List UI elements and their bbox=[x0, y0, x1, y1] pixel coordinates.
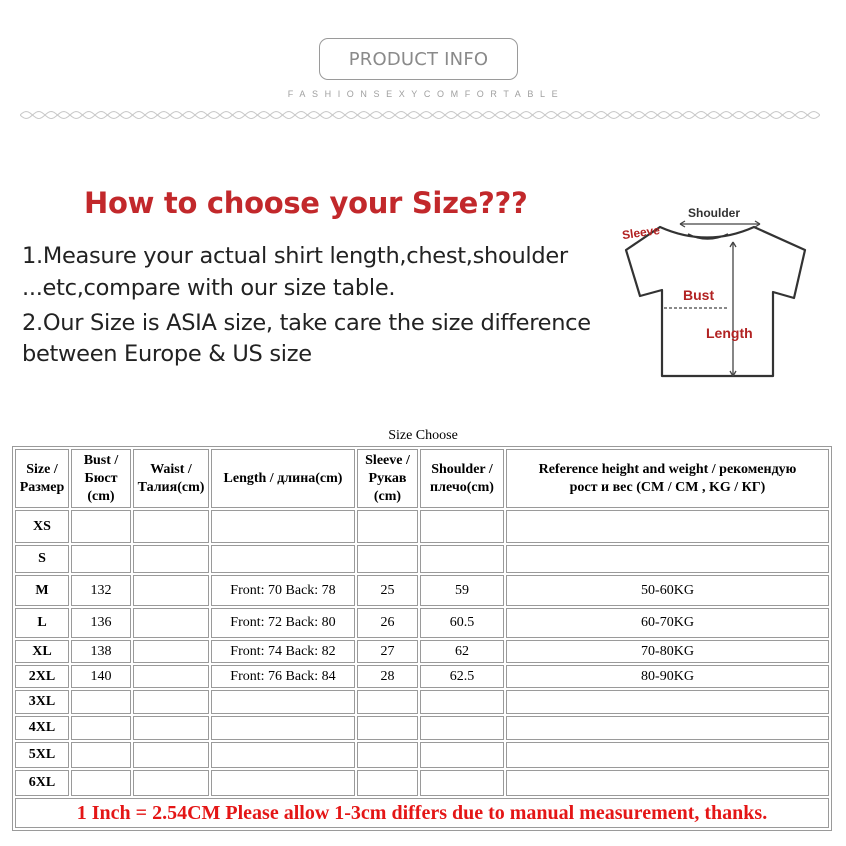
cell-reference: 70-80KG bbox=[506, 640, 829, 663]
cell-sleeve bbox=[357, 510, 418, 543]
cell-length: Front: 76 Back: 84 bbox=[211, 665, 355, 688]
cell-waist bbox=[133, 742, 209, 768]
cell-reference bbox=[506, 716, 829, 740]
cell-waist bbox=[133, 716, 209, 740]
guide-instruction-line: ...etc,compare with our size table. bbox=[22, 275, 396, 301]
cell-sleeve bbox=[357, 690, 418, 714]
cell-size: 4XL bbox=[15, 716, 69, 740]
cell-sleeve: 27 bbox=[357, 640, 418, 663]
cell-reference bbox=[506, 690, 829, 714]
cell-bust bbox=[71, 770, 131, 796]
cell-length bbox=[211, 770, 355, 796]
column-header-length: Length / длина(cm) bbox=[211, 449, 355, 508]
cell-waist bbox=[133, 545, 209, 573]
table-header-row bbox=[15, 449, 829, 508]
cell-length: Front: 72 Back: 80 bbox=[211, 608, 355, 638]
decorative-wave-divider bbox=[20, 108, 820, 122]
size-row bbox=[15, 545, 829, 573]
column-header-shoulder: Shoulder / плечо(cm) bbox=[420, 449, 504, 508]
size-row bbox=[15, 716, 829, 740]
tshirt-outline bbox=[626, 227, 805, 376]
cell-waist bbox=[133, 665, 209, 688]
cell-sleeve bbox=[357, 716, 418, 740]
cell-size: L bbox=[15, 608, 69, 638]
size-row bbox=[15, 665, 829, 688]
size-row bbox=[15, 608, 829, 638]
cell-waist bbox=[133, 640, 209, 663]
cell-shoulder: 62.5 bbox=[420, 665, 504, 688]
cell-size: 2XL bbox=[15, 665, 69, 688]
cell-length: Front: 74 Back: 82 bbox=[211, 640, 355, 663]
cell-size: S bbox=[15, 545, 69, 573]
footnote-row bbox=[15, 798, 829, 828]
cell-waist bbox=[133, 690, 209, 714]
cell-bust: 136 bbox=[71, 608, 131, 638]
cell-length bbox=[211, 545, 355, 573]
cell-length: Front: 70 Back: 78 bbox=[211, 575, 355, 606]
cell-reference bbox=[506, 770, 829, 796]
tagline: FASHIONSEXYCOMFORTABLE bbox=[287, 89, 565, 99]
cell-size: 6XL bbox=[15, 770, 69, 796]
cell-size: XS bbox=[15, 510, 69, 543]
cell-waist bbox=[133, 608, 209, 638]
cell-length bbox=[211, 510, 355, 543]
cell-bust bbox=[71, 716, 131, 740]
size-row bbox=[15, 690, 829, 714]
cell-shoulder bbox=[420, 770, 504, 796]
cell-shoulder: 59 bbox=[420, 575, 504, 606]
cell-size: M bbox=[15, 575, 69, 606]
cell-bust bbox=[71, 510, 131, 543]
cell-size: 5XL bbox=[15, 742, 69, 768]
cell-bust bbox=[71, 742, 131, 768]
product-info-button[interactable]: PRODUCT INFO bbox=[319, 38, 518, 80]
column-header-sleeve: Sleeve / Рукав (cm) bbox=[357, 449, 418, 508]
cell-reference bbox=[506, 545, 829, 573]
guide-instruction-line: between Europe & US size bbox=[22, 341, 312, 367]
column-header-waist: Waist / Талия(cm) bbox=[133, 449, 209, 508]
cell-shoulder bbox=[420, 545, 504, 573]
cell-reference bbox=[506, 742, 829, 768]
guide-instruction-line: 1.Measure your actual shirt length,chest,shoulder bbox=[22, 243, 568, 269]
cell-shoulder bbox=[420, 510, 504, 543]
sleeve-label: Sleeve bbox=[621, 222, 661, 243]
cell-waist bbox=[133, 770, 209, 796]
measurement-footnote: 1 Inch = 2.54CM Please allow 1-3cm differs due to manual measurement, thanks. bbox=[15, 798, 829, 828]
cell-size: XL bbox=[15, 640, 69, 663]
cell-reference bbox=[506, 510, 829, 543]
cell-size: 3XL bbox=[15, 690, 69, 714]
column-header-reference: Reference height and weight / рекомендую рост и вес (CM / CM , KG / КГ) bbox=[506, 449, 829, 508]
size-row bbox=[15, 770, 829, 796]
guide-instruction-line: 2.Our Size is ASIA size, take care the size difference bbox=[22, 310, 591, 336]
bust-label: Bust bbox=[683, 287, 715, 303]
cell-bust bbox=[71, 545, 131, 573]
size-row bbox=[15, 640, 829, 663]
shoulder-label: Shoulder bbox=[688, 206, 741, 220]
column-header-size: Size / Размер bbox=[15, 449, 69, 508]
cell-shoulder: 60.5 bbox=[420, 608, 504, 638]
cell-shoulder bbox=[420, 690, 504, 714]
column-header-bust: Bust / Бюст (cm) bbox=[71, 449, 131, 508]
cell-sleeve: 25 bbox=[357, 575, 418, 606]
length-label: Length bbox=[706, 325, 753, 341]
cell-bust: 138 bbox=[71, 640, 131, 663]
cell-reference: 80-90KG bbox=[506, 665, 829, 688]
cell-reference: 60-70KG bbox=[506, 608, 829, 638]
size-guide-title: How to choose your Size??? bbox=[84, 186, 528, 220]
size-row bbox=[15, 575, 829, 606]
cell-bust bbox=[71, 690, 131, 714]
cell-sleeve bbox=[357, 742, 418, 768]
table-caption: Size Choose bbox=[388, 428, 458, 443]
cell-sleeve: 26 bbox=[357, 608, 418, 638]
cell-shoulder bbox=[420, 742, 504, 768]
cell-bust: 140 bbox=[71, 665, 131, 688]
size-row bbox=[15, 510, 829, 543]
cell-length bbox=[211, 716, 355, 740]
cell-bust: 132 bbox=[71, 575, 131, 606]
cell-shoulder: 62 bbox=[420, 640, 504, 663]
cell-length bbox=[211, 742, 355, 768]
cell-waist bbox=[133, 575, 209, 606]
cell-waist bbox=[133, 510, 209, 543]
size-chart-table bbox=[12, 446, 832, 831]
cell-shoulder bbox=[420, 716, 504, 740]
cell-sleeve bbox=[357, 545, 418, 573]
size-row bbox=[15, 742, 829, 768]
cell-reference: 50-60KG bbox=[506, 575, 829, 606]
cell-sleeve bbox=[357, 770, 418, 796]
cell-length bbox=[211, 690, 355, 714]
cell-sleeve: 28 bbox=[357, 665, 418, 688]
tshirt-measurement-diagram bbox=[608, 200, 816, 386]
